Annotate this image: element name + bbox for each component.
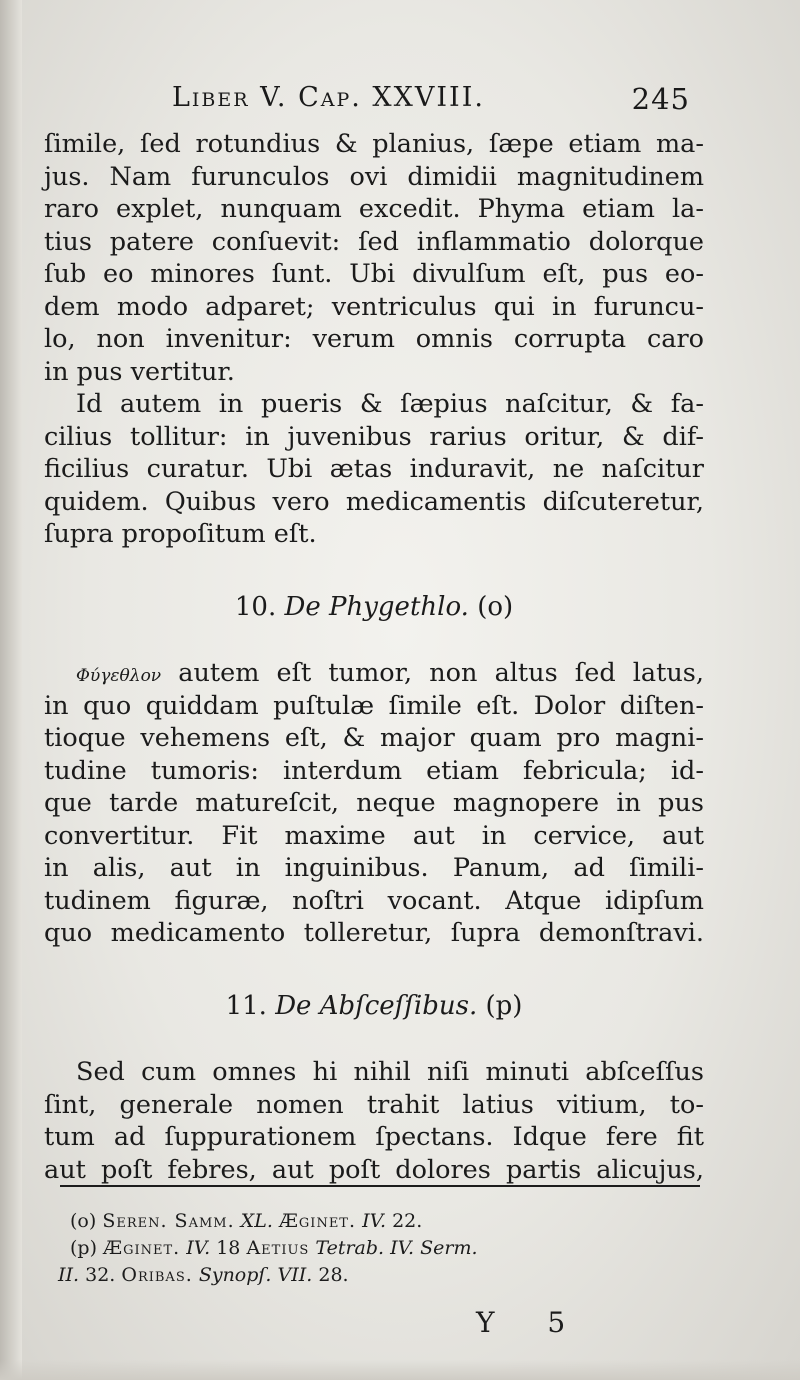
footnote-p: (p) Æginet. IV. 18 Aetius Tetrab. IV. Serm.: [70, 1237, 478, 1259]
section-title: De Abſceſſibus.: [275, 990, 478, 1021]
text-line: tudinem figuræ, noſtri vocant. Atque idipſum: [44, 885, 704, 916]
text-line: ſimile, ſed rotundius & planius, ſæpe etiam ma-: [44, 129, 704, 159]
signature-mark: Y 5: [476, 1306, 588, 1339]
text-line: ſupra propoſitum eſt.: [44, 519, 317, 549]
text-line: tioque vehemens eſt, & major quam pro magni-: [44, 723, 704, 753]
text-line: quidem. Quibus vero medicamentis diſcuteretur,: [44, 486, 704, 517]
text-line: ficilius curatur. Ubi ætas induravit, ne naſcitur: [44, 454, 704, 484]
page-shadow-bottom: [0, 1360, 800, 1380]
text-line: dem modo adparet; ventriculus qui in furuncu-: [44, 291, 704, 322]
text-line: Sed cum omnes hi nihil niſi minuti abſceſſus: [76, 1057, 704, 1087]
section-number: 11.: [225, 990, 267, 1021]
text-line: raro explet, nunquam excedit. Phyma etiam la-: [44, 194, 704, 224]
page-shadow-left: [0, 0, 22, 1380]
paragraph-3: [44, 657, 704, 950]
text-line: tius patere conſuevit: ſed inflammatio dolorque: [44, 226, 704, 257]
text-line: in alis, aut in inguinibus. Panum, ad ſimili-: [44, 853, 704, 883]
paragraph-4: [44, 1056, 704, 1186]
section-heading-11: [44, 990, 704, 1023]
text-line: convertitur. Fit maxime aut in cervice, aut: [44, 820, 704, 851]
text-line: que tarde matureſcit, neque magnopere in pus: [44, 788, 704, 818]
text-line: aut poſt febres, aut poſt dolores partis alicujus,: [44, 1154, 704, 1185]
body-text: [44, 128, 704, 1186]
footnote-o: (o) Seren. Samm. XL. Æginet. IV. 22.: [70, 1210, 423, 1232]
section-number: 10.: [234, 591, 277, 622]
note-reference: (p): [485, 990, 523, 1021]
paragraph-2: [44, 388, 704, 551]
text-line: in quo quiddam puſtulæ ſimile eſt. Dolor diſten-: [44, 690, 704, 721]
running-header: [130, 82, 690, 122]
greek-word: Φύγεθλον: [76, 666, 162, 686]
text-line: quo medicamento tolleretur, ſupra demonſtravi.: [44, 918, 704, 948]
text-line: tudine tumoris: interdum etiam febricula; id-: [44, 755, 704, 786]
note-reference: (o): [477, 591, 514, 622]
section-heading-10: [44, 591, 704, 624]
text-line: ſint, generale nomen trahit latius vitium, to-: [44, 1089, 704, 1120]
text-line: lo, non invenitur: verum omnis corrupta caro: [44, 324, 704, 354]
page-number: 245: [631, 82, 690, 116]
text-line: in pus vertitur.: [44, 356, 235, 387]
running-title: Liber V. Cap. XXVIII.: [172, 82, 485, 113]
text-line: tum ad ſuppurationem ſpectans. Idque fere fit: [44, 1122, 704, 1152]
section-title: De Phygethlo.: [284, 591, 469, 622]
text-line: Id autem in pueris & ſæpius naſcitur, & fa-: [76, 389, 704, 419]
paragraph-1: [44, 128, 704, 388]
text-line: jus. Nam furunculos ovi dimidii magnitudinem: [44, 161, 704, 192]
footnotes: [58, 1208, 708, 1289]
text-line: Φύγεθλον autem eſt tumor, non altus ſed latus,: [76, 658, 704, 688]
footnote-p-continued: II. 32. Oribas. Synopſ. VII. 28.: [58, 1264, 349, 1286]
text-line: ſub eo minores ſunt. Ubi divulſum eſt, pus eo-: [44, 259, 704, 289]
text-line: cilius tollitur: in juvenibus rarius oritur, & dif-: [44, 421, 704, 452]
footnote-rule: [60, 1185, 700, 1187]
